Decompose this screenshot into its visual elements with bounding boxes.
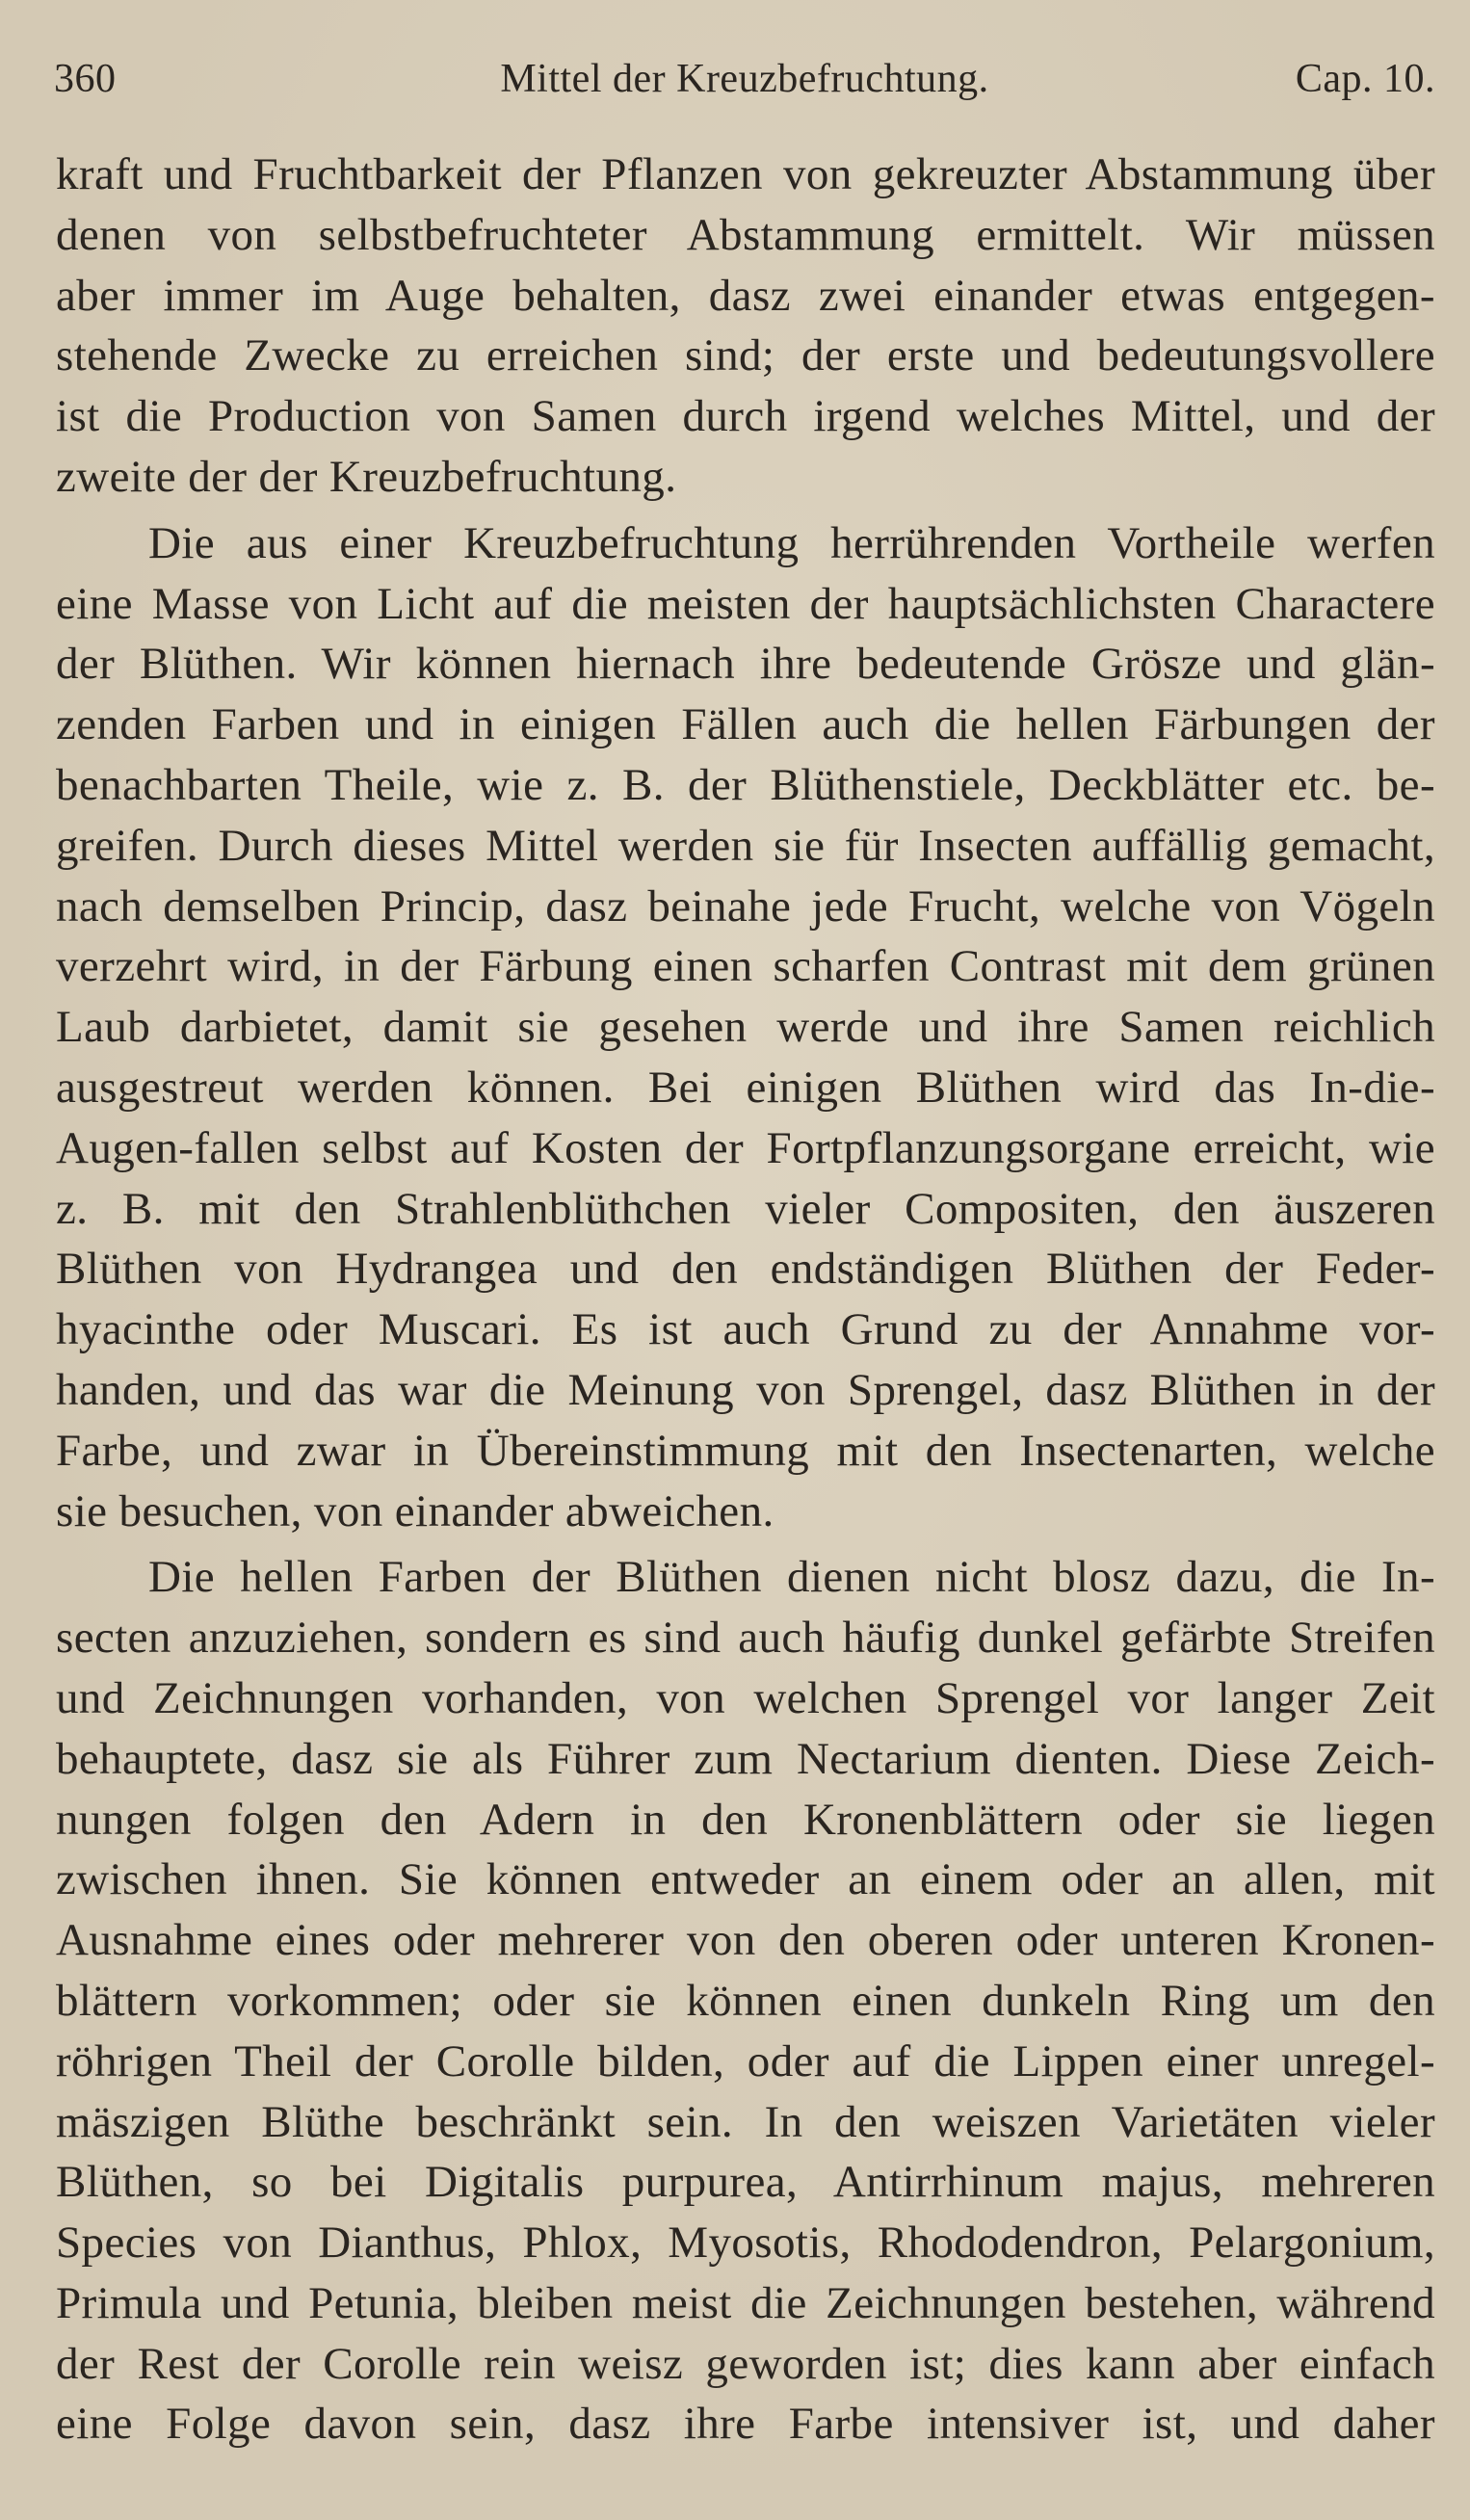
paragraph [56,144,1435,508]
page-number: 360 [54,57,117,101]
text-line: eine Masse von Licht auf die meisten der hauptsächlichsten Charactere [56,578,1435,629]
text-line: z. B. mit den Strahlenblüthchen vieler Compositen, den äuszeren [56,1183,1435,1234]
text-line: ausgestreut werden können. Bei einigen Blüthen wird das In-die- [56,1062,1435,1113]
text-line: behauptete, dasz sie als Führer zum Nectarium dienten. Diese Zeich- [56,1733,1435,1784]
text-line: aber immer im Auge behalten, dasz zwei einander etwas entgegen- [56,270,1435,321]
text-line: secten anzuziehen, sondern es sind auch häufig dunkel gefärbte Streifen [56,1613,1435,1664]
text-line: greifen. Durch dieses Mittel werden sie für Insecten auffällig gemacht, [56,820,1435,871]
text-line: Ausnahme eines oder mehrerer von den oberen oder unteren Kronen- [56,1915,1435,1966]
text-line: Blüthen, so bei Digitalis purpurea, Antirrhinum majus, mehreren [56,2157,1435,2208]
text-line: handen, und das war die Meinung von Sprengel, dasz Blüthen in der [56,1364,1435,1415]
text-line: denen von selbstbefruchteter Abstammung ermittelt. Wir müssen [56,209,1435,260]
text-line: röhrigen Theil der Corolle bilden, oder auf die Lippen einer unregel- [56,2035,1435,2087]
text-line: sie besuchen, von einander abweichen. [56,1485,774,1536]
text-line: Farbe, und zwar in Übereinstimmung mit den Insectenarten, welche [56,1425,1435,1476]
body-text [56,144,1435,2454]
text-line: Die aus einer Kreuzbefruchtung herrührenden Vortheile werfen [148,517,1435,568]
text-line: Laub darbietet, damit sie gesehen werde und ihre Samen reichlich [56,1002,1435,1053]
text-line: Augen-fallen selbst auf Kosten der Fortpflanzungsorgane erreicht, wie [56,1122,1435,1173]
text-line: der Rest der Corolle rein weisz geworden ist; dies kann aber einfach [56,2338,1435,2389]
text-line: zweite der der Kreuzbefruchtung. [56,451,677,502]
text-line: der Blüthen. Wir können hiernach ihre bedeutende Grösze und glän- [56,639,1435,690]
text-line: benachbarten Theile, wie z. B. der Blüthenstiele, Deckblätter etc. be- [56,759,1435,810]
running-title: Mittel der Kreuzbefruchtung. [500,57,989,101]
text-line: mäszigen Blüthe beschränkt sein. In den weiszen Varietäten vieler [56,2096,1435,2147]
paragraph [56,1547,1435,2454]
text-line: Species von Dianthus, Phlox, Myosotis, Rhododendron, Pelargonium, [56,2218,1435,2269]
text-line: verzehrt wird, in der Färbung einen scharfen Contrast mit dem grünen [56,941,1435,992]
text-line: eine Folge davon sein, dasz ihre Farbe intensiver ist, und daher [56,2399,1435,2450]
text-line: Primula und Petunia, bleiben meist die Zeichnungen bestehen, während [56,2277,1435,2328]
text-line: ist die Production von Samen durch irgend welches Mittel, und der [56,391,1435,442]
paragraph [56,513,1435,1542]
text-line: Die hellen Farben der Blüthen dienen nicht blosz dazu, die In- [148,1552,1435,1603]
text-line: blättern vorkommen; oder sie können einen dunkeln Ring um den [56,1975,1435,2026]
text-line: hyacinthe oder Muscari. Es ist auch Grund zu der Annahme vor- [56,1304,1435,1355]
text-line: kraft und Fruchtbarkeit der Pflanzen von gekreuzter Abstammung über [56,149,1435,199]
text-line: Blüthen von Hydrangea und den endständigen Blüthen der Feder- [56,1244,1435,1295]
text-line: nach demselben Princip, dasz beinahe jede Frucht, welche von Vögeln [56,880,1435,932]
text-line: nungen folgen den Adern in den Kronenblättern oder sie liegen [56,1794,1435,1845]
text-line: zwischen ihnen. Sie können entweder an einem oder an allen, mit [56,1854,1435,1905]
text-line: und Zeichnungen vorhanden, von welchen Sprengel vor langer Zeit [56,1672,1435,1723]
text-line: stehende Zwecke zu erreichen sind; der erste und bedeutungsvollere [56,330,1435,381]
page-header [54,50,1435,108]
chapter-label: Cap. 10. [1295,57,1435,101]
text-line: zenden Farben und in einigen Fällen auch die hellen Färbungen der [56,699,1435,750]
